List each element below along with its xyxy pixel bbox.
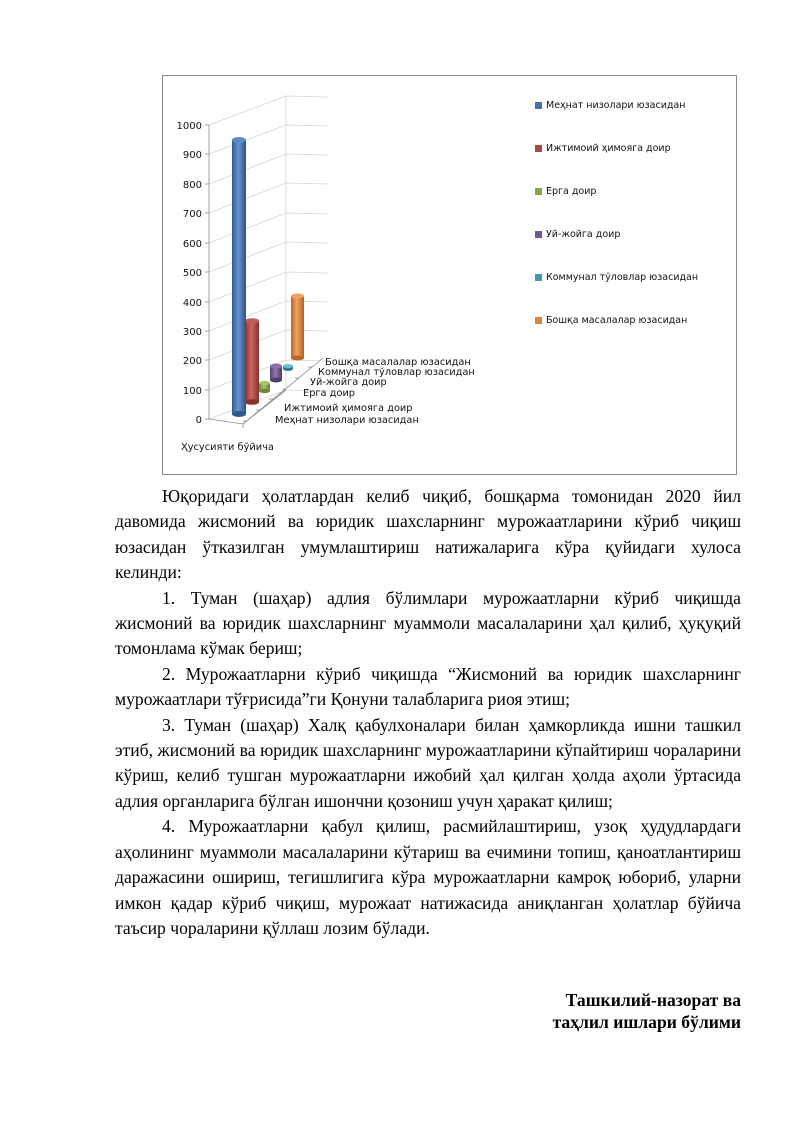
- conclusion-item-3: 3. Туман (шаҳар) Халқ қабулхоналари билан ҳамкорликда ишни ташкил этиб, жисмоний ва юридик шахсларнинг мурожаатларини кўпайтириш чораларини кўриш, келиб тушган мурожаатларни ижобий ҳал қилган ҳолда аҳоли ўртасида адлия органларига бўлган ишончни қозониш учун ҳаракат қилиш;: [115, 714, 741, 811]
- svg-text:500: 500: [182, 268, 202, 279]
- legend-item: Бошқа масалалар юзасидан: [535, 315, 687, 326]
- svg-text:200: 200: [182, 356, 202, 367]
- bar-utilities: [283, 364, 293, 371]
- intro-paragraph: Юқоридаги ҳолатлардан келиб чиқиб, бошқарма томонидан 2020 йил давомида жисмоний ва юридик шахсларнинг мурожаатларини кўриб чиқиш юзасидан ўтказилган умумлаштириш натижаларига кўра қуйидаги хулоса келинди:: [115, 486, 741, 583]
- svg-text:Бошқа масалалар юзасидан: Бошқа масалалар юзасидан: [325, 357, 471, 368]
- svg-text:400: 400: [182, 298, 202, 309]
- bar-social-protection: [245, 318, 259, 405]
- legend-item: Ерга доир: [535, 186, 596, 197]
- svg-text:100: 100: [182, 386, 202, 397]
- svg-text:Меҳнат низолари юзасидан: Меҳнат низолари юзасидан: [275, 415, 419, 426]
- y-axis-labels: [177, 121, 202, 426]
- conclusion-item-1: 1. Туман (шаҳар) адлия бўлимлари мурожаатларни кўриб чиқишда жисмоний ва юридик шахсларнинг муаммоли масалаларини ҳал қилиб, ҳуқуқий томонлама кўмак бериш;: [115, 587, 741, 659]
- legend-item: Ижтимоий ҳимояга доир: [535, 143, 671, 154]
- svg-text:Ерга доир: Ерга доир: [303, 388, 356, 399]
- signature-line-1: Ташкилий-назорат ва: [565, 990, 741, 1010]
- svg-text:800: 800: [182, 180, 202, 191]
- svg-text:Ижтимоий ҳимояга доир: Ижтимоий ҳимояга доир: [284, 403, 413, 414]
- legend-swatch-icon: [535, 274, 542, 281]
- chart-container: [162, 75, 737, 475]
- bar-other: [291, 294, 304, 361]
- legend-swatch-icon: [535, 317, 542, 324]
- x-axis-label: Ҳусусияти бўйича: [181, 442, 274, 453]
- bar-labor-disputes: [232, 137, 246, 417]
- legend-item: Меҳнат низолари юзасидан: [535, 100, 686, 111]
- bar-land: [259, 381, 270, 393]
- svg-text:1000: 1000: [176, 121, 202, 132]
- gridlines: [209, 96, 328, 419]
- legend-swatch-icon: [535, 145, 542, 152]
- signature-line-2: таҳлил ишлари бўлими: [552, 1012, 741, 1032]
- svg-text:600: 600: [182, 239, 202, 250]
- legend-swatch-icon: [535, 231, 542, 238]
- legend-item: Уй-жойга доир: [535, 229, 620, 240]
- signature-block: [553, 989, 741, 1033]
- svg-text:Коммунал тўловлар юзасидан: Коммунал тўловлар юзасидан: [318, 367, 475, 378]
- svg-text:0: 0: [195, 415, 202, 426]
- svg-text:900: 900: [182, 150, 202, 161]
- legend-swatch-icon: [535, 102, 542, 109]
- svg-text:Уй-жойга доир: Уй-жойга доир: [310, 377, 387, 388]
- svg-text:300: 300: [182, 327, 202, 338]
- legend-swatch-icon: [535, 188, 542, 195]
- depth-axis-labels: [275, 357, 475, 426]
- legend-item: Коммунал тўловлар юзасидан: [535, 272, 698, 283]
- svg-text:700: 700: [182, 209, 202, 220]
- document-body: [115, 484, 741, 941]
- conclusion-item-4: 4. Мурожаатларни қабул қилиш, расмийлаштириш, узоқ ҳудудлардаги аҳолининг муаммоли масалаларини кўтариш ва ечимини топиш, қаноатлантириш даражасини ошириш, тегишлигига кўра мурожаатларни камроқ юбориб, уларни имкон қадар кўриб чиқиш, мурожаат натижасида аниқланган ҳолатлар бўйича таъсир чораларини қўллаш лозим бўлади.: [115, 816, 741, 938]
- bar-housing: [270, 364, 282, 383]
- conclusion-item-2: 2. Мурожаатларни кўриб чиқишда “Жисмоний ва юридик шахсларнинг мурожаатлари тўғрисида”ги Қонуни талабларига риоя этиш;: [115, 663, 741, 710]
